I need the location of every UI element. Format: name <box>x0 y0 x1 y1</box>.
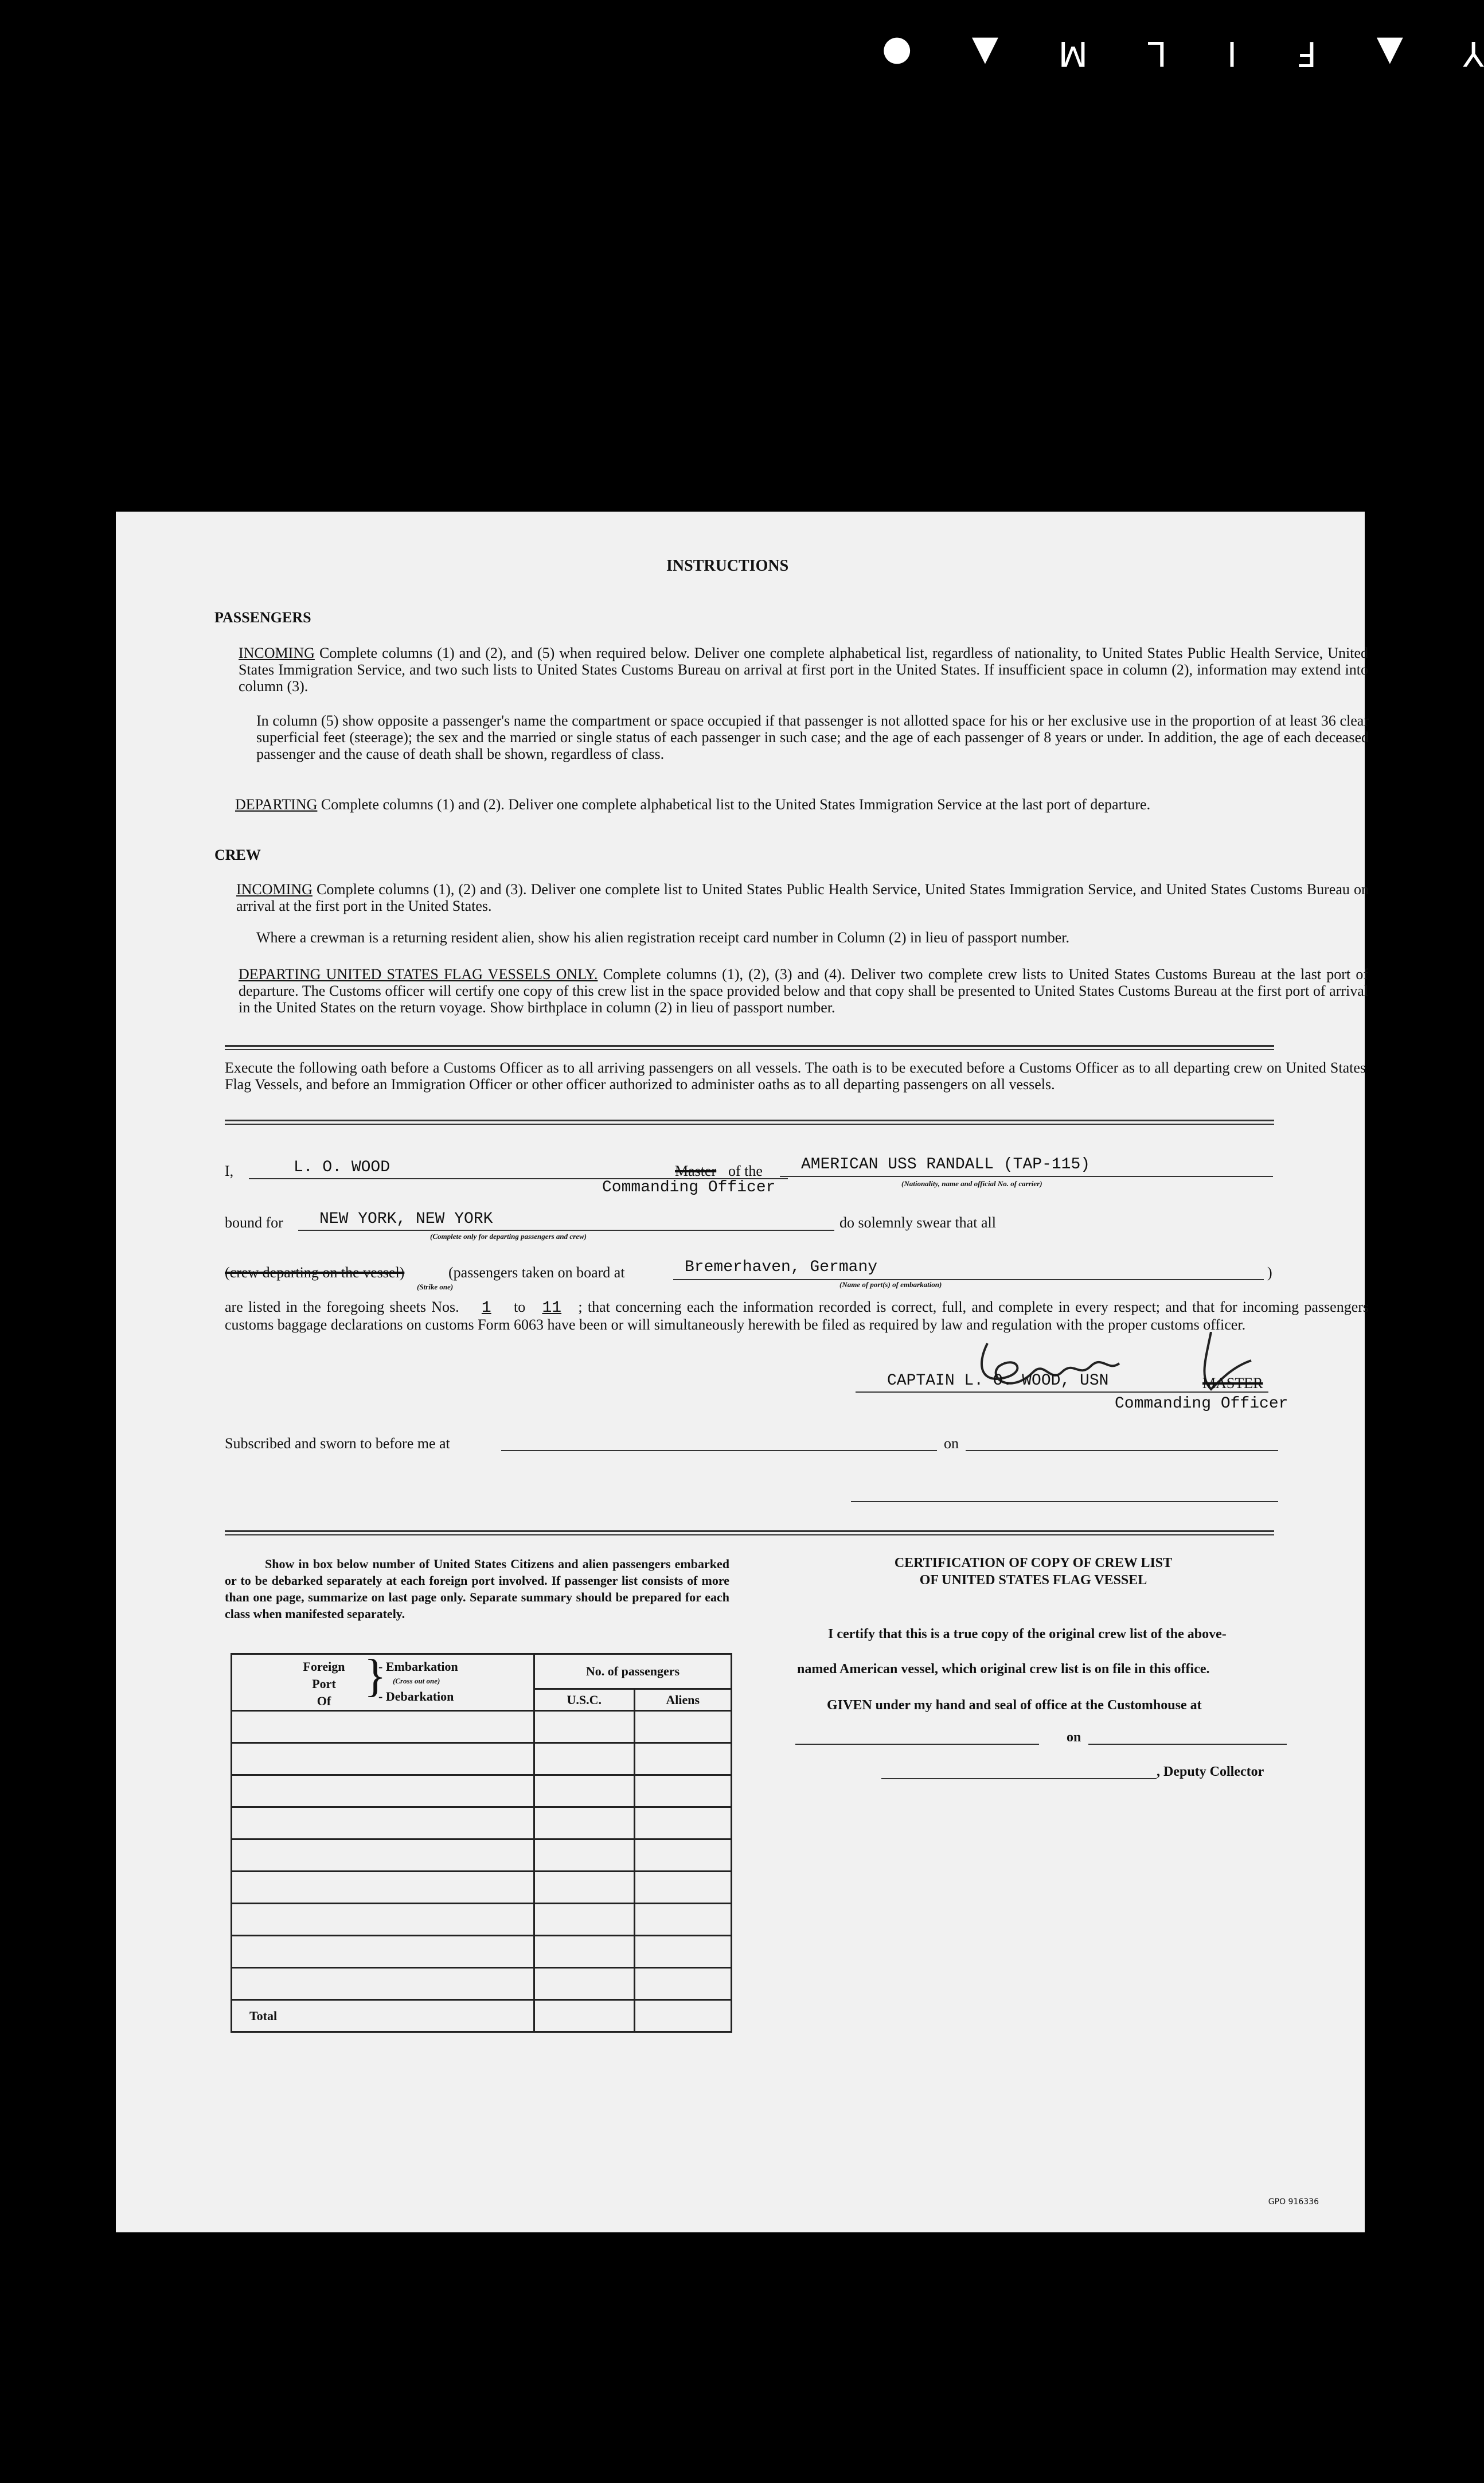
certification-date-line <box>1088 1744 1287 1745</box>
sheet-from: 1 <box>481 1299 491 1317</box>
usc-header: U.S.C. <box>534 1689 635 1711</box>
sheet-to: 11 <box>542 1299 562 1317</box>
col-port: Port <box>312 1677 336 1691</box>
table-row <box>232 1711 732 1743</box>
closing-paren: ) <box>1267 1264 1272 1281</box>
master-struck-2: MASTER <box>1202 1375 1263 1391</box>
certification-line-1: I certify that this is a true copy of the original crew list of the above- <box>828 1627 1227 1642</box>
table-row <box>232 1872 732 1904</box>
film-mark-6: ▲ <box>971 33 999 73</box>
crew-incoming-text: Complete columns (1), (2) and (3). Deliver one complete list to United States Public Health Service, United States Immigration Service, and United States Customs Bureau on arrival at the first port in the United States. <box>236 881 1369 914</box>
port-field-line <box>673 1279 1264 1280</box>
debarkation-label: - Debarkation <box>378 1689 454 1704</box>
certification-title-2: OF UNITED STATES FLAG VESSEL <box>919 1573 1147 1588</box>
strike-caption: (Strike one) <box>417 1283 454 1291</box>
commanding-officer-text-2: Commanding Officer <box>1115 1395 1288 1413</box>
signer-value: CAPTAIN L. O. WOOD, USN <box>887 1372 1109 1390</box>
film-mark-7: ● <box>882 33 912 73</box>
subscribed-label: Subscribed and sworn to before me at <box>225 1435 450 1452</box>
flag-vessels-paragraph <box>239 966 1368 1016</box>
certification-title-1: CERTIFICATION OF COPY OF CREW LIST <box>894 1556 1173 1570</box>
customhouse-line <box>795 1744 1039 1745</box>
document-page <box>116 512 1369 2232</box>
certification-line-2: named American vessel, which original crew list is on file in this office. <box>797 1662 1210 1677</box>
incoming-label: INCOMING <box>239 645 315 661</box>
crew-heading: CREW <box>214 847 261 863</box>
departing-text: Complete columns (1) and (2). Deliver one complete alphabetical list to the United States Immigration Service at the last port of departure. <box>321 796 1151 813</box>
col-of: Of <box>317 1694 331 1708</box>
oath-instructions: Execute the following oath before a Customs Officer as to all arriving passengers on all vessels. The oath is to be executed before a Customs Officer as to all departing crew on United States Flag Vessels, and before an Immigration Officer or other officer authorized to administer oaths as to all departing passengers on all vessels. <box>225 1059 1366 1093</box>
officer-signature-line <box>851 1501 1278 1502</box>
bound-for-field-line <box>298 1230 834 1231</box>
bound-for-value: NEW YORK, NEW YORK <box>319 1210 493 1228</box>
subscribed-place-line <box>501 1450 937 1451</box>
total-label: Total <box>232 2000 534 2032</box>
brace: } <box>364 1651 386 1701</box>
name-value: L. O. WOOD <box>294 1159 390 1176</box>
crew-incoming-label: INCOMING <box>236 881 313 898</box>
deputy-signature-line <box>881 1778 1157 1779</box>
table-row <box>232 1743 732 1775</box>
passengers-taken-label: (passengers taken on board at <box>448 1264 625 1281</box>
film-mark-4: L <box>1147 33 1167 73</box>
crew-incoming-paragraph <box>236 881 1369 914</box>
table-row <box>232 1775 732 1807</box>
divider-rule <box>225 1045 1274 1050</box>
vessel-caption: (Nationality, name and official No. of carrier) <box>901 1179 1042 1188</box>
table-row <box>232 1968 732 2000</box>
total-row <box>232 2000 732 2032</box>
certification-title <box>884 1554 1182 1589</box>
gpo-code: GPO 916336 <box>1268 2197 1319 2207</box>
table-row <box>232 1807 732 1839</box>
crewman-paragraph: Where a crewman is a returning resident alien, show his alien registration receipt card number in Column (2) in lieu of passport number. <box>256 929 1070 946</box>
deputy-collector-label: , Deputy Collector <box>1157 1764 1264 1779</box>
film-marker <box>882 33 1484 73</box>
listed-text: are listed in the foregoing sheets Nos. <box>225 1299 459 1315</box>
flag-label: DEPARTING UNITED STATES FLAG VESSELS ONLY. <box>239 966 598 983</box>
passengers-incoming-paragraph <box>239 645 1368 695</box>
passengers-departing-paragraph <box>235 796 1368 813</box>
flag-text: Complete columns (1), (2), (3) and (4). Deliver two complete crew lists to United States Customs Bureau at the last port of departure. The Customs officer will certify one copy of this crew list in the space provided below and that copy shall be presented to United States Customs Bureau at the first port of arrival in the United States on the return voyage. Show birthplace in column (2) in lieu of passport number. <box>239 966 1368 1016</box>
bound-caption: (Complete only for departing passengers and crew) <box>430 1232 587 1241</box>
subscribed-date-line <box>966 1450 1278 1451</box>
listed-paragraph <box>225 1299 1369 1333</box>
cross-out-note: (Cross out one) <box>393 1677 440 1685</box>
departing-label: DEPARTING <box>235 796 318 813</box>
vessel-value: AMERICAN USS RANDALL (TAP-115) <box>801 1156 1091 1174</box>
certification-on-label: on <box>1067 1730 1081 1745</box>
col-foreign: Foreign <box>303 1659 345 1674</box>
divider-rule <box>225 1530 1274 1535</box>
subscribed-on-label: on <box>944 1435 959 1452</box>
passenger-summary-table <box>231 1653 732 2033</box>
incoming-text: Complete columns (1) and (2), and (5) when required below. Deliver one complete alphabetical list, regardless of nationality, to United States Public Health Service, United States Immigration Service, and two such lists to United States Customs Bureau on arrival at first port in the United States. If insufficient space in column (2), information may extend into column (3). <box>239 645 1369 695</box>
embarkation-label: - Embarkation <box>378 1659 458 1674</box>
divider-rule <box>225 1120 1274 1125</box>
film-mark-5: M <box>1058 33 1088 73</box>
film-mark-3: I <box>1227 33 1237 73</box>
table-row <box>232 1904 732 1936</box>
summary-instructions: Show in box below number of United States Citizens and alien passengers embarked or to be debarked separately at each foreign port involved. If passenger list consists of more than one page, summarize on last page only. Separate summary should be prepared for each class when manifested separately. <box>225 1557 729 1621</box>
aliens-header: Aliens <box>634 1689 732 1711</box>
of-the-label: of the <box>728 1163 763 1179</box>
table-row <box>232 1936 732 1968</box>
film-mark-0: Y <box>1463 33 1484 73</box>
oath-i-label: I, <box>225 1163 234 1179</box>
swear-text: do solemnly swear that all <box>839 1214 996 1231</box>
film-mark-1: ▲ <box>1376 33 1403 73</box>
master-struck: Master <box>675 1163 717 1179</box>
no-passengers-header: No. of passengers <box>534 1654 732 1689</box>
passengers-heading: PASSENGERS <box>214 609 311 626</box>
port-caption: (Name of port(s) of embarkation) <box>839 1280 942 1289</box>
film-mark-2: F <box>1296 33 1317 73</box>
listed-rest: ; that concerning each the information recorded is correct, full, and complete in every respect; and that for incoming passengers customs baggage declarations on customs Form 6063 have been or will simultaneously herewith be filed as required by law and regulation with the proper customs officer. <box>225 1299 1369 1333</box>
commanding-officer-text: Commanding Officer <box>602 1179 776 1196</box>
certification-line-3: GIVEN under my hand and seal of office at the Customhouse at <box>827 1698 1202 1713</box>
page-title: INSTRUCTIONS <box>666 557 789 575</box>
column5-paragraph: In column (5) show opposite a passenger's name the compartment or space occupied if that passenger is not allotted space for his or her exclusive use in the proportion of at least 36 clear superficial feet (steerage); the sex and the married or single status of each passenger in such case; and the age of each passenger of 8 years or under. In addition, the age of each deceased passenger and the cause of death shall be shown, regardless of class. <box>256 712 1369 762</box>
to-label: to <box>513 1299 526 1315</box>
crew-struck: (crew departing on the vessel) <box>225 1264 405 1281</box>
table-row <box>232 1839 732 1872</box>
vessel-field-line <box>780 1176 1273 1177</box>
port-value: Bremerhaven, Germany <box>685 1258 878 1276</box>
bound-for-label: bound for <box>225 1214 283 1231</box>
foreign-port-header <box>232 1651 534 1711</box>
